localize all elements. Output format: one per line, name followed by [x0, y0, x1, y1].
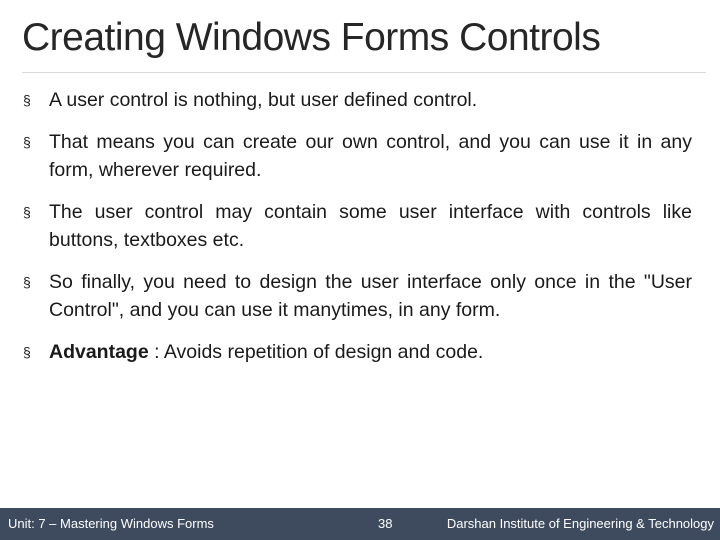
bullet-marker-icon: §	[23, 274, 31, 290]
title-divider	[22, 72, 706, 73]
bullet-text: A user control is nothing, but user defined control.	[49, 89, 478, 111]
bullet-item	[22, 338, 692, 366]
bullet-item	[22, 268, 692, 324]
bullet-list	[22, 86, 692, 380]
bullet-marker-icon: §	[23, 204, 31, 220]
bullet-marker-icon: §	[23, 134, 31, 150]
bullet-text: So finally, you need to design the user interface only once in the "User Control", and you can use it manytimes, in any form.	[49, 271, 692, 321]
bullet-marker-icon: §	[23, 92, 31, 108]
bullet-marker-icon: §	[23, 344, 31, 360]
footer-bar	[0, 508, 720, 540]
bullet-item	[22, 128, 692, 184]
bullet-text: The user control may contain some user interface with controls like buttons, textboxes etc.	[49, 201, 692, 251]
footer-page-number: 38	[378, 516, 393, 531]
slide-title: Creating Windows Forms Controls	[22, 16, 601, 59]
bullet-text: : Avoids repetition of design and code.	[148, 341, 484, 363]
footer-institute: Darshan Institute of Engineering & Technology	[446, 516, 714, 531]
bullet-item	[22, 86, 692, 114]
footer-unit: Unit: 7 – Mastering Windows Forms	[8, 516, 214, 531]
bullet-item	[22, 198, 692, 254]
bullet-text: That means you can create our own control, and you can use it in any form, wherever required.	[49, 131, 692, 181]
bullet-bold-term: Advantage	[49, 341, 149, 363]
